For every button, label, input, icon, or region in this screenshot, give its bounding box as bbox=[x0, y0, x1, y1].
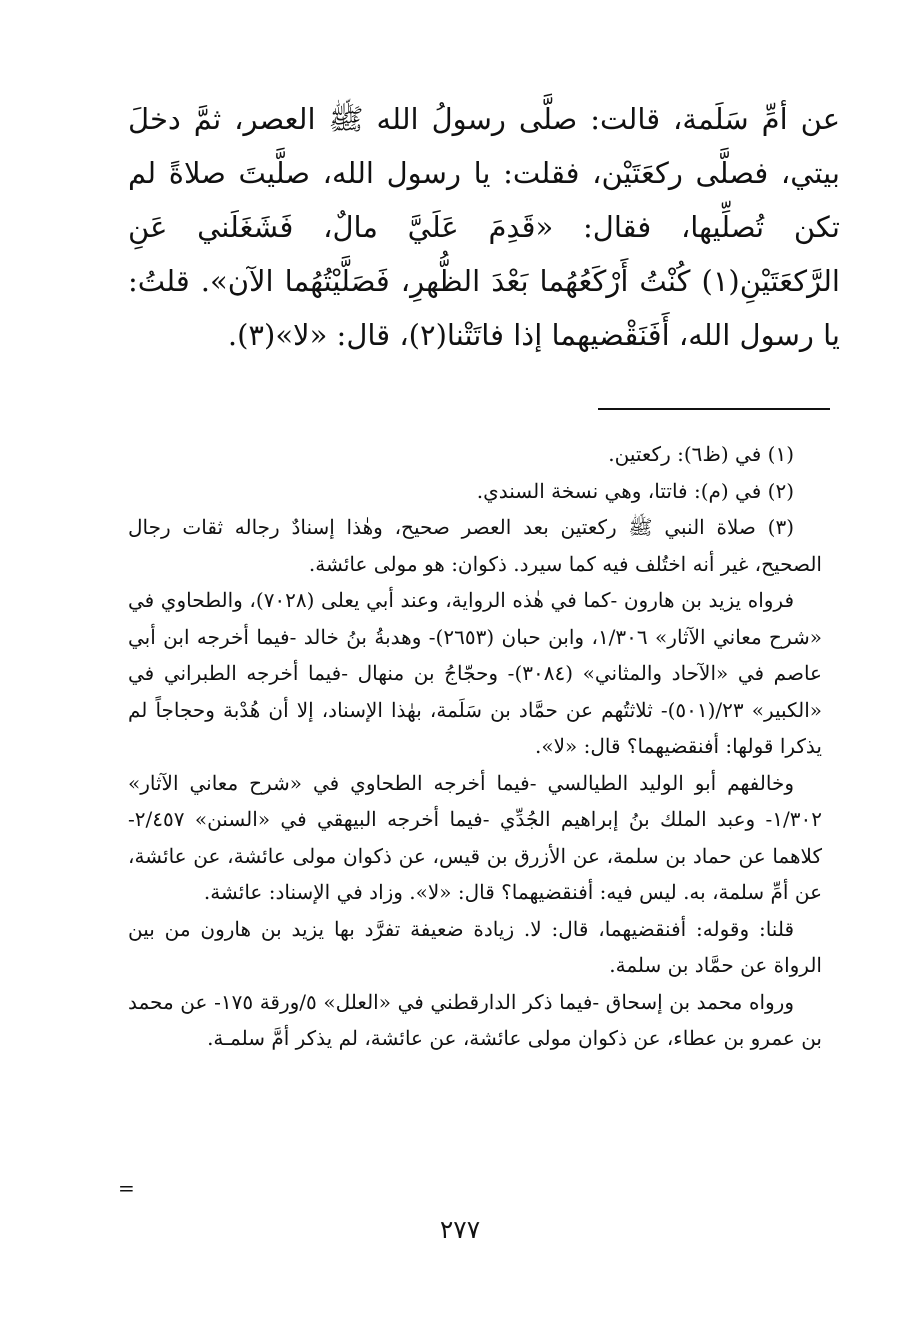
footnote-2: (٢) في (م): فاتتا، وهي نسخة السندي. bbox=[476, 478, 794, 503]
footnote-3-paragraph-3: وخالفهم أبو الوليد الطيالسي -فيما أخرجه الطحاوي في «شرح معاني الآثار» ١/٣٠٢- وعبد الملك بنُ إبراهيم الجُدِّي -فيما أخرجه البيهقي في «السنن» ٢/٤٥٧- كلاهما عن حماد بن سلمة، عن الأزرق بن قيس، عن ذكوان مولى عائشة، عن عائشة، عن أمِّ سلمة، به. ليس فيه: أفنقضيهما؟ قال: «لا». وزاد في الإسناد: عائشة. bbox=[128, 770, 822, 904]
footnote-3-paragraph-2: فرواه يزيد بن هارون -كما في هٰذه الرواية، وعند أبي يعلى (٧٠٢٨)، والطحاوي في «شرح معاني الآثار» ١/٣٠٦، وابن حبان (٢٦٥٣)- وهدبةُ بنُ خالد -فيما أخرجه ابن أبي عاصم في «الآحاد والمثاني» (٣٠٨٤)- وحجّاجُ بن منهال -فيما أخرجه الطبراني في «الكبير» ٢٣/(٥٠١)- ثلاثتُهم عن حمَّاد بن سَلَمة، بهٰذا الإسناد، إلا أن هُدْبة وحجاجاً لم يذكرا قولها: أفنقضيهما؟ قال: «لا». bbox=[128, 588, 822, 758]
footnotes-block bbox=[128, 436, 822, 1057]
footnote-3-paragraph-5: ورواه محمد بن إسحاق -فيما ذكر الدارقطني في «العلل» ٥/ورقة ١٧٥- عن محمد بن عمرو بن عطاء، عن ذكوان مولى عائشة، عن عائشة، لم يذكر أمَّ سلمـة. bbox=[128, 989, 822, 1050]
page-number: ٢٧٧ bbox=[439, 1215, 481, 1244]
footnote-3-paragraph-4: قلنا: وقوله: أفنقضيهما، قال: لا. زيادة ضعيفة تفرَّد بها يزيد بن هارون من بين الرواة عن حمَّاد بن سلمة. bbox=[128, 916, 822, 977]
hadith-paragraph: عن أمِّ سَلَمة، قالت: صلَّى رسولُ الله ﷺ العصر، ثمَّ دخلَ بيتي، فصلَّى ركعَتَيْن، فقلت: يا رسول الله، صلَّيتَ صلاةً لم تكن تُصلِّيها، فقال: «قَدِمَ عَلَيَّ مالٌ، فَشَغَلَني عَنِ الرَّكعَتَيْنِ(١) كُنْتُ أَرْكَعُهُما بَعْدَ الظُّهرِ، فَصَلَّيْتُهُما الآن». قلتُ: يا رسول الله، أَفَنَقْضيهما إذا فاتَتْنا(٢)، قال: «لا»(٣). bbox=[128, 102, 840, 352]
footnote-separator-line bbox=[598, 408, 830, 410]
footnote-1: (١) في (ظ٦): ركعتين. bbox=[608, 442, 794, 466]
main-text-block bbox=[128, 92, 840, 362]
footnote-3: (٣) صلاة النبي ﷺ ركعتين بعد العصر صحيح، وهٰذا إسنادٌ رجاله ثقات رجال الصحيح، غير أنه اختُلف فيه كما سيرد. ذكوان: هو مولى عائشة. bbox=[128, 515, 822, 576]
continuation-mark: = bbox=[118, 1176, 135, 1200]
